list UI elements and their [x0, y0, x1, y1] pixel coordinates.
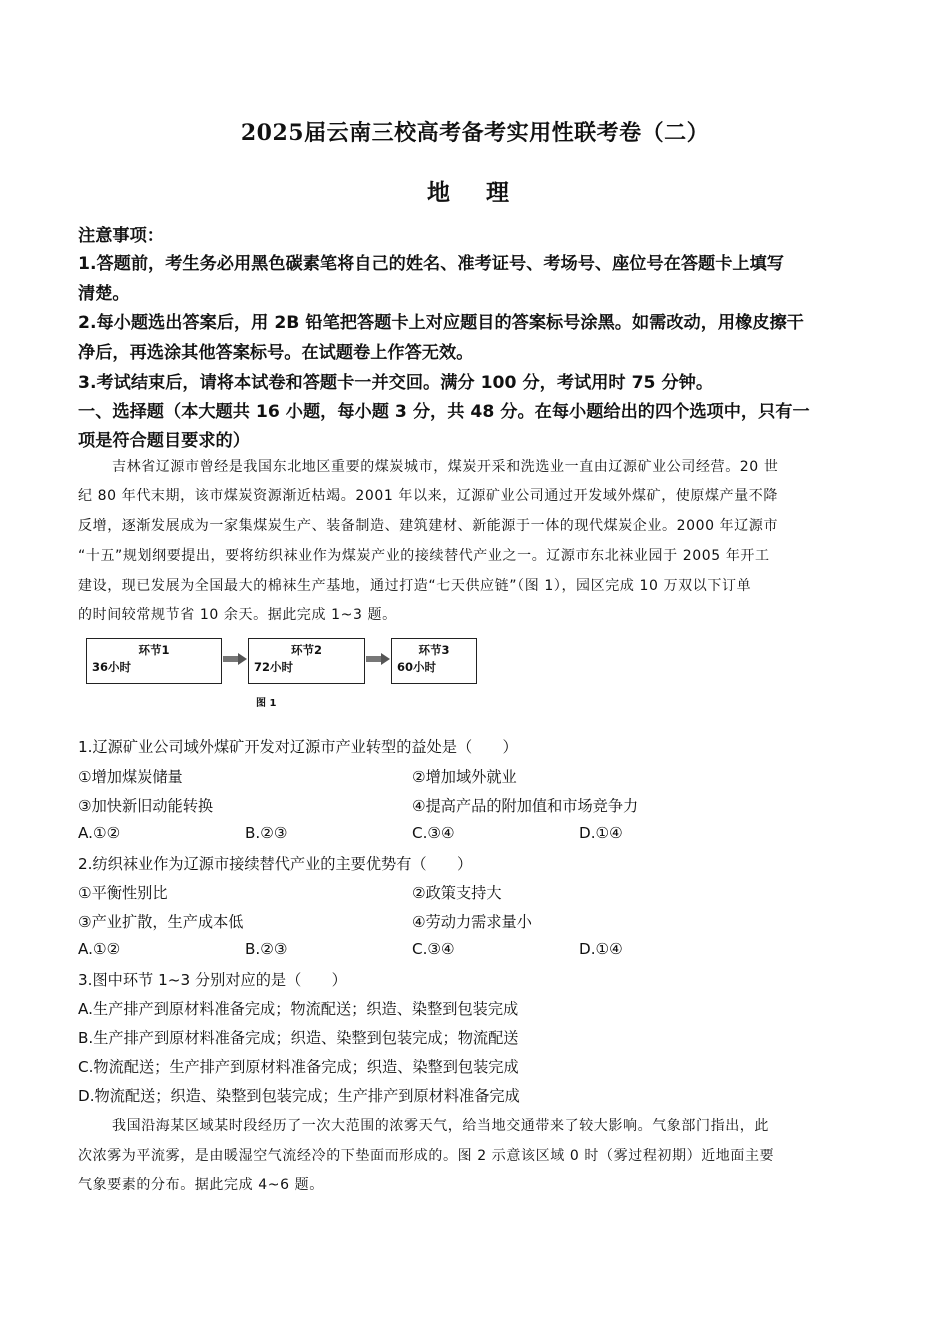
step-box — [86, 638, 222, 684]
choice-a: A.生产排产到原材料准备完成；物流配送；织造、染整到包装完成 — [78, 1000, 519, 1018]
step-hours: 36小时 — [92, 660, 132, 674]
arrow-right-icon — [366, 653, 390, 665]
choice-a: A.①② — [78, 824, 121, 842]
statement: ①平衡性别比 — [78, 884, 168, 902]
choice-c: C.物流配送；生产排产到原材料准备完成；织造、染整到包装完成 — [78, 1058, 519, 1076]
step-hours: 72小时 — [254, 660, 294, 674]
statement: ④劳动力需求量小 — [412, 913, 532, 931]
notice-line: 2.每小题选出答案后，用 2B 铅笔把答题卡上对应题目的答案标号涂黑。如需改动，用橡皮擦干 — [78, 313, 804, 333]
choice-d: D.①④ — [579, 824, 623, 842]
passage-line: 的时间较常规节省 10 余天。据此完成 1~3 题。 — [78, 607, 397, 623]
step-box — [391, 638, 477, 684]
passage-line: 气象要素的分布。据此完成 4~6 题。 — [78, 1177, 324, 1193]
statement: ③产业扩散，生产成本低 — [78, 913, 244, 931]
choice-a: A.①② — [78, 940, 121, 958]
choice-b: B.②③ — [245, 940, 288, 958]
choice-d: D.物流配送；织造、染整到包装完成；生产排产到原材料准备完成 — [78, 1087, 520, 1105]
notice-line: 3.考试结束后，请将本试卷和答题卡一并交回。满分 100 分，考试用时 75 分钟。 — [78, 373, 714, 393]
step-box — [248, 638, 365, 684]
step-hours: 60小时 — [397, 660, 437, 674]
passage-line: 吉林省辽源市曾经是我国东北地区重要的煤炭城市，煤炭开采和洗选业一直由辽源矿业公司经营。20 世 — [112, 459, 779, 475]
statement: ④提高产品的附加值和市场竞争力 — [412, 797, 639, 815]
figure-1-supply-chain — [86, 634, 486, 710]
notice-line: 1.答题前，考生务必用黑色碳素笔将自己的姓名、准考证号、考场号、座位号在答题卡上填写 — [78, 254, 784, 274]
choice-d: D.①④ — [579, 940, 623, 958]
question-stem: 2.纺织袜业作为辽源市接续替代产业的主要优势有（ ） — [78, 855, 473, 873]
notice-heading: 注意事项： — [78, 226, 164, 246]
passage-line: “十五”规划纲要提出，要将纺织袜业作为煤炭产业的接续替代产业之一。辽源市东北袜业园于 2005 年开工 — [78, 548, 770, 564]
notice-line: 清楚。 — [78, 284, 130, 304]
step-label: 环节3 — [418, 643, 450, 657]
figure-caption: 图 1 — [256, 698, 277, 709]
question-stem: 1.辽源矿业公司域外煤矿开发对辽源市产业转型的益处是（ ） — [78, 738, 518, 756]
question-stem: 3.图中环节 1~3 分别对应的是（ ） — [78, 971, 347, 989]
statement: ①增加煤炭储量 — [78, 768, 183, 786]
step-label: 环节1 — [138, 643, 170, 657]
statement: ②政策支持大 — [412, 884, 502, 902]
passage-line: 次浓雾为平流雾，是由暖湿空气流经冷的下垫面而形成的。图 2 示意该区域 0 时（雾过程初期）近地面主要 — [78, 1148, 775, 1164]
arrow-right-icon — [223, 653, 247, 665]
choice-c: C.③④ — [412, 824, 455, 842]
passage-line: 反增，逐渐发展成为一家集煤炭生产、装备制造、建筑建材、新能源于一体的现代煤炭企业。2000 年辽源市 — [78, 518, 779, 534]
choice-b: B.生产排产到原材料准备完成；织造、染整到包装完成；物流配送 — [78, 1029, 519, 1047]
choice-c: C.③④ — [412, 940, 455, 958]
section-heading: 一、选择题（本大题共 16 小题，每小题 3 分，共 48 分。在每小题给出的四个选项中，只有一 — [78, 402, 810, 422]
passage-line: 建设，现已发展为全国最大的棉袜生产基地，通过打造“七天供应链”（图 1），园区完成 10 万双以下订单 — [78, 578, 752, 594]
choice-b: B.②③ — [245, 824, 288, 842]
subject-title: 地 理 — [426, 179, 523, 206]
section-heading: 项是符合题目要求的） — [78, 431, 250, 451]
statement: ②增加域外就业 — [412, 768, 517, 786]
passage-line: 我国沿海某区域某时段经历了一次大范围的浓雾天气，给当地交通带来了较大影响。气象部门指出，此 — [112, 1118, 769, 1134]
exam-title: 2025届云南三校高考备考实用性联考卷（二） — [240, 120, 710, 146]
statement: ③加快新旧动能转换 — [78, 797, 214, 815]
step-label: 环节2 — [290, 643, 322, 657]
notice-line: 净后，再选涂其他答案标号。在试题卷上作答无效。 — [78, 343, 474, 363]
passage-line: 纪 80 年代末期，该市煤炭资源渐近枯竭。2001 年以来，辽源矿业公司通过开发域外煤矿，使原煤产量不降 — [78, 488, 778, 504]
